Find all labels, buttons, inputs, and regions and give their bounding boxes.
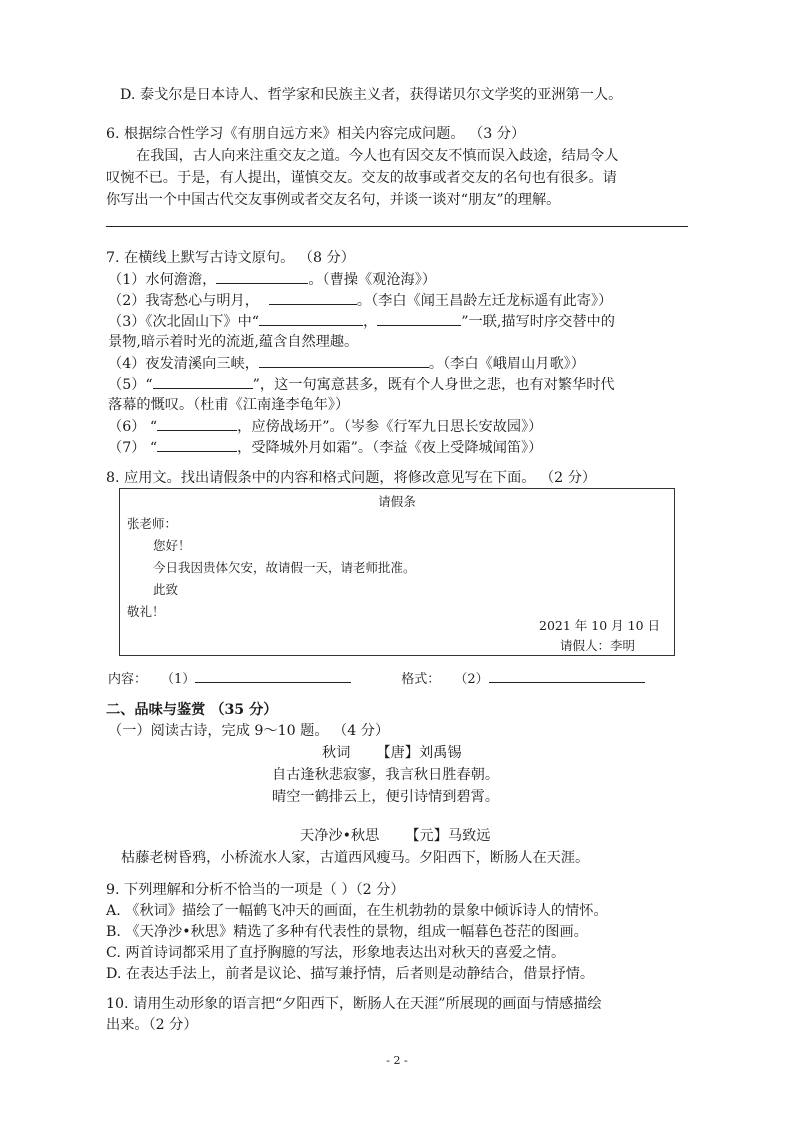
- q7-1-prefix: （1）水何澹澹，: [108, 272, 217, 288]
- poem-1-title: 秋词: [322, 745, 351, 761]
- q7-3-continuation: 景物,暗示着时光的流逝,蕴含自然理趣。: [108, 334, 359, 350]
- q7-2-blank[interactable]: [269, 290, 357, 305]
- q8-content-blank[interactable]: [195, 668, 351, 683]
- poem-2-author: 【元】马致远: [405, 828, 491, 844]
- q7-6-blank[interactable]: [157, 416, 237, 431]
- q6-paragraph-line: 在我国，古人向来注重交友之道。今人也有因交友不慎而误入歧途，结局令人: [136, 148, 619, 164]
- q7-4-prefix: （4）夜发清溪向三峡，: [108, 356, 259, 372]
- q7-5-continuation: 落幕的慨叹。（杜甫《江南逢李龟年》）: [108, 397, 350, 413]
- leave-note-closing-1: 此致: [153, 582, 179, 597]
- q8-answer-row: [108, 668, 645, 689]
- q7-4-suffix: 。（李白《峨眉山月歌》）: [428, 356, 585, 372]
- poem-1-line: 晴空一鹤排云上，便引诗情到碧霄。: [272, 789, 500, 805]
- q10-stem-continuation: 出来。（2 分）: [106, 1017, 198, 1033]
- q9-option-a: A. 《秋词》描绘了一幅鹤飞冲天的画面，在生机勃勃的景象中倾诉诗人的情怀。: [106, 903, 608, 919]
- poem-1-header: [322, 743, 462, 764]
- q7-5-prefix: （5）“: [108, 377, 153, 393]
- page-number: - 2 -: [386, 1054, 408, 1067]
- q9-option-d: D. 在表达手法上，前者是议论、描写兼抒情，后者则是动静结合，借景抒情。: [106, 966, 595, 982]
- q7-7-prefix: （7） “: [108, 440, 158, 456]
- q7-5-suffix: ”，这一句寓意甚多，既有个人身世之悲，也有对繁华时代: [252, 377, 615, 393]
- poem-1-line: 自古逢秋悲寂寥，我言秋日胜春朝。: [272, 767, 500, 783]
- section-2-part-1: （一）阅读古诗，完成 9～10 题。 （4 分）: [108, 723, 390, 739]
- section-2-heading: 二、品味与鉴赏 （35 分）: [106, 702, 278, 718]
- q7-1-blank[interactable]: [216, 269, 308, 284]
- q7-item-7: [108, 437, 542, 459]
- q8-format-label: 格式：: [401, 672, 441, 687]
- q7-7-suffix: ，受降城外月如霜”。（李益《夜上受降城闻笛》）: [237, 440, 543, 456]
- q7-3-suffix: ”一联,描写时序交替中的: [461, 314, 615, 330]
- q7-3-blank-a[interactable]: [259, 311, 363, 326]
- q7-item-2: [108, 290, 612, 312]
- q9-option-c: C. 两首诗词都采用了直抒胸臆的写法，形象地表达出对秋天的喜爱之情。: [106, 945, 566, 961]
- q7-7-blank[interactable]: [157, 437, 237, 452]
- poem-2-header: [300, 826, 490, 847]
- q9-stem: 9. 下列理解和分析不恰当的一项是（ ）（2 分）: [106, 882, 405, 898]
- q7-item-6: [108, 416, 542, 438]
- q6-paragraph-line: 叹惋不已。于是，有人提出，谨慎交友。交友的故事或者交友的名句也有很多。请: [106, 170, 617, 186]
- poem-2-title: 天净沙•秋思: [300, 828, 380, 844]
- q7-stem: 7. 在横线上默写古诗文原句。 （8 分）: [106, 250, 355, 266]
- leave-note-box: [119, 488, 675, 656]
- q7-3-prefix: （3）《次北固山下》中“: [108, 314, 260, 330]
- q6-answer-line[interactable]: [106, 226, 688, 227]
- q7-item-5: [108, 374, 615, 396]
- q8-stem: 8. 应用文。找出请假条中的内容和格式问题，将修改意见写在下面。 （2 分）: [106, 470, 597, 486]
- q7-3-comma: ，: [363, 314, 378, 330]
- poem-1-author: 【唐】刘禹锡: [376, 745, 462, 761]
- q7-2-prefix: （2）我寄愁心与明月，: [108, 293, 259, 309]
- q8-content-label: 内容：: [108, 672, 148, 687]
- leave-note-body: 今日我因贵体欠安，故请假一天，请老师批准。: [153, 560, 416, 575]
- q5-option-d: D. 泰戈尔是日本诗人、哲学家和民族主义者，获得诺贝尔文学奖的亚洲第一人。: [120, 87, 623, 103]
- q8-format-blank[interactable]: [489, 668, 645, 683]
- q10-stem: 10. 请用生动形象的语言把“夕阳西下，断肠人在天涯”所展现的画面与情感描绘: [106, 996, 602, 1012]
- q8-content-number: （1）: [161, 672, 196, 687]
- q8-format-number: （2）: [454, 672, 489, 687]
- leave-note-closing-2: 敬礼！: [127, 604, 165, 619]
- q7-6-suffix: ，应傍战场开”。（岑参《行军九日思长安故园》）: [237, 419, 543, 435]
- leave-note-greeting: 您好！: [153, 538, 191, 553]
- q7-3-blank-b[interactable]: [377, 311, 461, 326]
- leave-note-signer: 请假人：李明: [560, 638, 636, 653]
- q6-paragraph-line: 你写出一个中国古代交友事例或者交友名句，并谈一谈对“朋友”的理解。: [106, 192, 561, 208]
- q7-2-suffix: 。（李白《闻王昌龄左迁龙标遥有此寄》）: [356, 293, 613, 309]
- q7-item-3: [108, 311, 615, 333]
- q9-option-b: B. 《天净沙•秋思》精选了多种有代表性的景物，组成一幅暮色苍茫的图画。: [106, 924, 588, 940]
- leave-note-title: 请假条: [378, 494, 416, 509]
- q7-1-suffix: 。（曹操《观沧海》）: [308, 272, 437, 288]
- q7-6-prefix: （6） “: [108, 419, 158, 435]
- q7-item-1: [108, 269, 436, 291]
- q7-item-4: [108, 353, 585, 375]
- q6-stem: 6. 根据综合性学习《有朋自远方来》相关内容完成问题。 （3 分）: [106, 126, 526, 142]
- leave-note-date: 2021 年 10 月 10 日: [539, 618, 660, 633]
- leave-note-salutation: 张老师：: [127, 516, 178, 531]
- poem-2-line: 枯藤老树昏鸦，小桥流水人家，古道西风瘦马。夕阳西下，断肠人在天涯。: [121, 850, 590, 866]
- q7-5-blank[interactable]: [153, 374, 253, 389]
- q7-4-blank[interactable]: [259, 353, 429, 368]
